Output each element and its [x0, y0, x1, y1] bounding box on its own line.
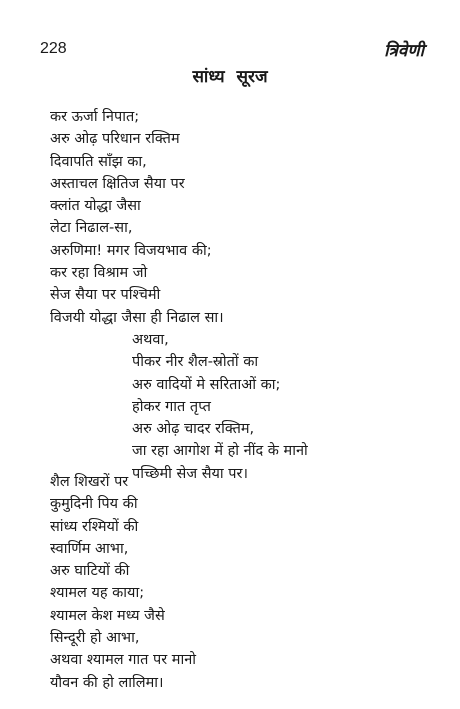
- verse-line: कर रहा विश्राम जो: [50, 265, 148, 282]
- stanza-1: [50, 106, 224, 329]
- verse-line: अथवा,: [132, 332, 169, 348]
- verse-line: स्वार्णिम आभा,: [50, 540, 129, 557]
- verse-line: दिवापति साँझ का,: [50, 153, 147, 170]
- verse-line: लेटा निढाल-सा,: [50, 220, 133, 237]
- verse-line: सेज सैया पर पश्चिमी: [50, 287, 161, 304]
- running-head: त्रिवेणी: [384, 41, 424, 61]
- page-number: 228: [40, 40, 67, 57]
- verse-line: अरु घाटियों की: [50, 563, 130, 580]
- verse-line: सिन्दूरी हो आभा,: [50, 630, 140, 647]
- verse-line: श्यामल केश मध्य जैसे: [50, 607, 165, 624]
- verse-line: अस्ताचल क्षितिज सैया पर: [50, 175, 185, 192]
- verse-line: कुमुदिनी पिय की: [50, 496, 138, 513]
- verse-line: अरु ओढ़ चादर रक्तिम,: [132, 421, 255, 438]
- verse-line: अथवा श्यामल गात पर मानो: [50, 652, 197, 669]
- stanza-3: [50, 471, 196, 694]
- verse-line: श्यामल यह काया;: [50, 585, 145, 602]
- verse-line: अरु वादियों मे सरिताओं का;: [132, 376, 281, 393]
- verse-line: जा रहा आगोश में हो नींद के मानो: [132, 443, 308, 460]
- verse-line: अरुणिमा! मगर विजयभाव की;: [50, 242, 212, 259]
- verse-line: यौवन की हो लालिमा।: [50, 674, 164, 691]
- verse-line: अरु ओढ़ परिधान रक्तिम: [50, 131, 180, 148]
- verse-line: शैल शिखरों पर: [50, 474, 129, 490]
- verse-line: पीकर नीर शैल-स्रोतों का: [132, 354, 259, 371]
- verse-line: क्लांत योद्धा जैसा: [50, 198, 141, 215]
- verse-line: कर ऊर्जा निपात;: [50, 109, 140, 125]
- poem-title: सांध्य सूरज: [192, 67, 268, 87]
- verse-line: होकर गात तृप्त: [132, 398, 211, 415]
- verse-line: पच्छिमी सेज सैया पर।: [132, 465, 248, 482]
- verse-line: विजयी योद्धा जैसा ही निढाल सा।: [50, 309, 224, 326]
- stanza-2: [132, 329, 308, 485]
- verse-line: सांध्य रश्मियों की: [50, 518, 139, 535]
